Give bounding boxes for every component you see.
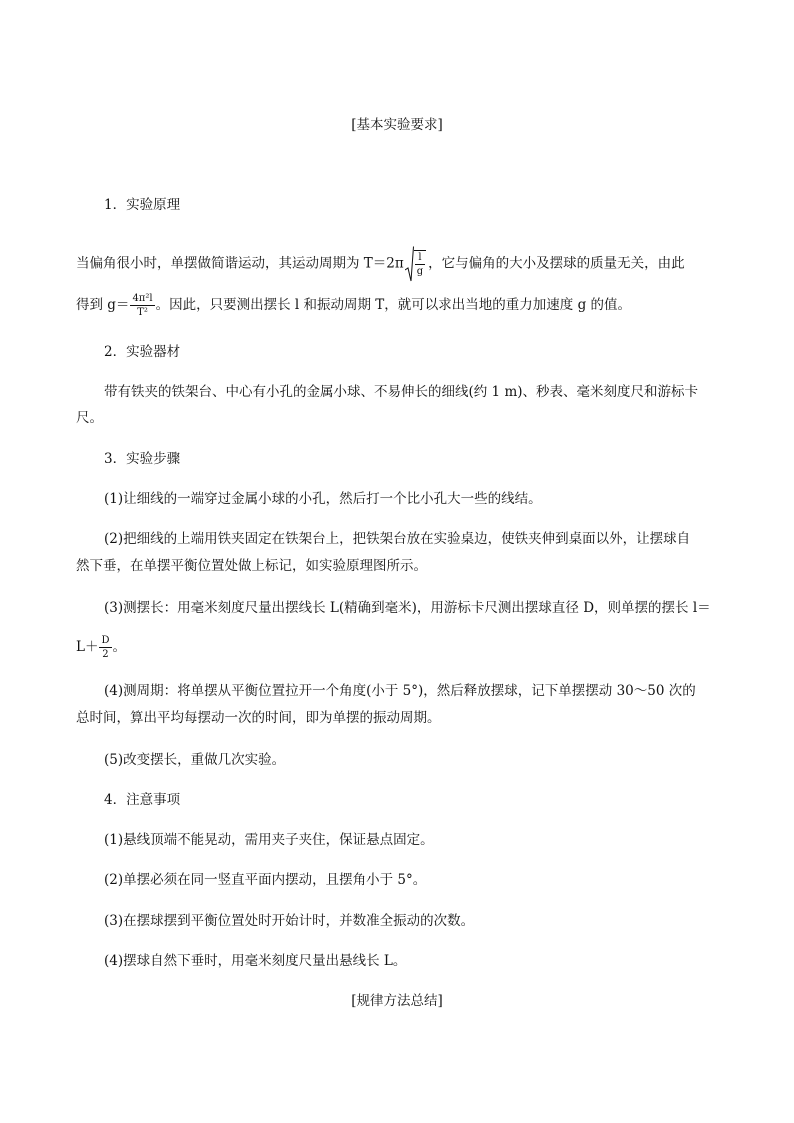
step-2-line-1: (2)把细线的上端用铁夹固定在铁架台上，把铁架台放在实验桌边，使铁夹伸到桌面以外，让摆球自 — [104, 531, 691, 547]
d-denominator: 2 — [102, 649, 109, 660]
note-3: (3)在摆球摆到平衡位置处时开始计时，并数准全振动的次数。 — [104, 913, 475, 929]
principle-text-pre: 当偏角很小时，单摆做简谐运动，其运动周期为 T＝2π — [76, 255, 404, 272]
section-title-methods-summary: [规律方法总结] — [351, 993, 443, 1009]
step-3-prefix: L＋ — [76, 639, 99, 655]
step-4-line-2: 总时间，算出平均每摆动一次的时间，即为单摆的振动周期。 — [76, 710, 441, 726]
equipment-line-1: 带有铁夹的铁架台、中心有小孔的金属小球、不易伸长的细线(约 1 m)、秒表、毫米刻度尺和游标卡 — [104, 384, 699, 400]
d-over-2-fraction — [99, 634, 111, 661]
equipment-line-2: 尺。 — [76, 410, 103, 426]
section-title-basic-requirements: [基本实验要求] — [351, 117, 443, 133]
sqrt-formula — [405, 246, 426, 282]
step-3-line-1: (3)测摆长：用毫米刻度尺量出摆线长 L(精确到毫米)，用游标卡尺测出摆球直径 D，则单摆的摆长 l＝ — [104, 600, 711, 616]
principle-text-post: ，它与偏角的大小及摆球的质量无关，由此 — [428, 255, 685, 272]
sqrt-numerator: l — [415, 251, 425, 265]
note-4: (4)摆球自然下垂时，用毫米刻度尺量出悬线长 L。 — [104, 953, 407, 969]
heading-steps: 3．实验步骤 — [104, 451, 181, 467]
principle-line-1 — [76, 246, 685, 282]
d-numerator: D — [101, 635, 110, 646]
note-2: (2)单摆必须在同一竖直平面内摆动，且摆角小于 5°。 — [104, 872, 427, 888]
step-3-line-2 — [76, 634, 126, 661]
step-5: (5)改变摆长，重做几次实验。 — [104, 752, 286, 768]
step-2-line-2: 然下垂，在单摆平衡位置处做上标记，如实验原理图所示。 — [76, 558, 427, 574]
g-denominator: T² — [137, 307, 148, 318]
step-1: (1)让细线的一端穿过金属小球的小孔，然后打一个比小孔大一些的线结。 — [104, 491, 542, 507]
g-numerator: 4π²l — [132, 293, 153, 304]
step-4-line-1: (4)测周期：将单摆从平衡位置拉开一个角度(小于 5°)，然后释放摆球，记下单摆摆动 30～50 次的 — [104, 683, 696, 699]
sqrt-denominator: g — [416, 266, 424, 277]
step-3-suffix: 。 — [112, 639, 126, 655]
heading-principle: 1．实验原理 — [104, 197, 181, 213]
g-formula-prefix: 得到 g＝ — [76, 297, 130, 313]
heading-notes: 4．注意事项 — [104, 792, 181, 808]
g-fraction — [130, 292, 154, 319]
heading-equipment: 2．实验器材 — [104, 344, 181, 360]
principle-line-2 — [76, 292, 631, 319]
note-1: (1)悬线顶端不能晃动，需用夹子夹住，保证悬点固定。 — [104, 832, 434, 848]
principle-text-2: 。因此，只要测出摆长 l 和振动周期 T，就可以求出当地的重力加速度 g 的值。 — [155, 297, 632, 313]
